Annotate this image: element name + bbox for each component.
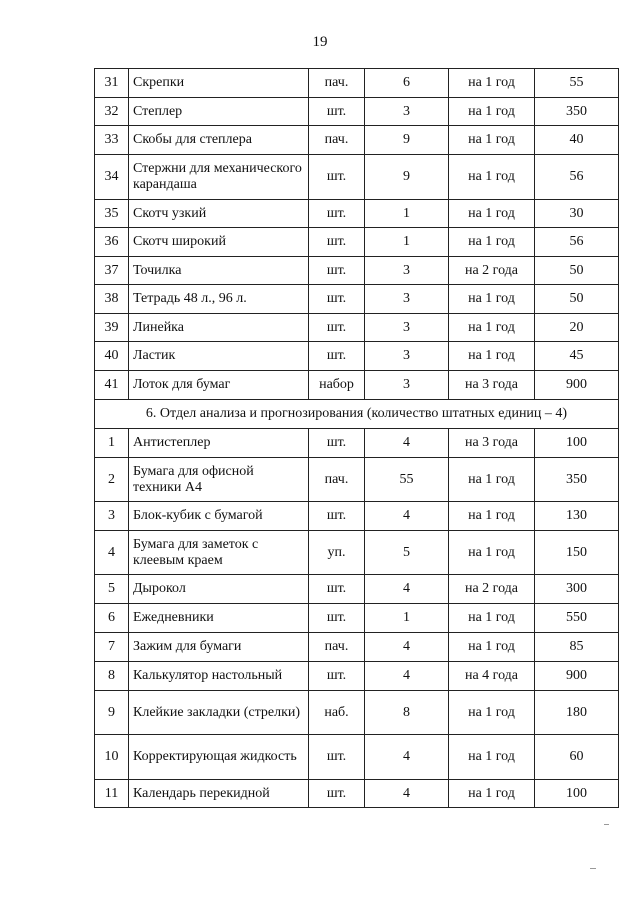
item-unit: шт. (309, 228, 365, 257)
item-term: на 1 год (449, 69, 535, 98)
item-term: на 1 год (449, 314, 535, 342)
item-term: на 1 год (449, 735, 535, 780)
item-price: 900 (535, 662, 619, 691)
table-row (95, 429, 619, 458)
table-row (95, 691, 619, 735)
item-quantity: 4 (365, 575, 449, 604)
item-quantity: 8 (365, 691, 449, 735)
item-quantity: 1 (365, 200, 449, 228)
item-name: Лоток для бумаг (129, 371, 309, 400)
item-name: Дырокол (129, 575, 309, 604)
item-price: 350 (535, 98, 619, 126)
row-number: 37 (95, 257, 129, 285)
row-number: 40 (95, 342, 129, 371)
item-quantity: 55 (365, 458, 449, 502)
item-term: на 1 год (449, 342, 535, 371)
item-quantity: 9 (365, 155, 449, 200)
item-term: на 2 года (449, 257, 535, 285)
row-number: 39 (95, 314, 129, 342)
item-price: 56 (535, 155, 619, 200)
item-unit: шт. (309, 314, 365, 342)
item-name: Скотч узкий (129, 200, 309, 228)
item-price: 180 (535, 691, 619, 735)
item-price: 56 (535, 228, 619, 257)
item-name: Стержни для механического карандаша (129, 155, 309, 200)
row-number: 35 (95, 200, 129, 228)
item-term: на 1 год (449, 126, 535, 155)
item-price: 900 (535, 371, 619, 400)
item-term: на 1 год (449, 98, 535, 126)
item-price: 45 (535, 342, 619, 371)
item-quantity: 3 (365, 98, 449, 126)
section-header-row (95, 400, 619, 429)
scan-mark (604, 824, 609, 825)
item-quantity: 1 (365, 228, 449, 257)
row-number: 5 (95, 575, 129, 604)
item-name: Скобы для степлера (129, 126, 309, 155)
item-term: на 3 года (449, 429, 535, 458)
row-number: 1 (95, 429, 129, 458)
page-number: 19 (312, 34, 328, 50)
table-row (95, 531, 619, 575)
item-name: Бумага для офисной техники А4 (129, 458, 309, 502)
item-quantity: 4 (365, 429, 449, 458)
item-unit: шт. (309, 502, 365, 531)
table-row (95, 98, 619, 126)
item-quantity: 5 (365, 531, 449, 575)
row-number: 34 (95, 155, 129, 200)
item-unit: пач. (309, 458, 365, 502)
table-row (95, 604, 619, 633)
item-quantity: 4 (365, 780, 449, 808)
row-number: 33 (95, 126, 129, 155)
item-unit: шт. (309, 98, 365, 126)
item-price: 85 (535, 633, 619, 662)
item-unit: уп. (309, 531, 365, 575)
item-term: на 4 года (449, 662, 535, 691)
item-term: на 1 год (449, 155, 535, 200)
item-price: 350 (535, 458, 619, 502)
item-term: на 1 год (449, 531, 535, 575)
item-quantity: 3 (365, 257, 449, 285)
item-unit: наб. (309, 691, 365, 735)
item-price: 100 (535, 780, 619, 808)
item-quantity: 4 (365, 502, 449, 531)
item-quantity: 4 (365, 662, 449, 691)
item-unit: шт. (309, 735, 365, 780)
table-row (95, 200, 619, 228)
item-name: Скотч широкий (129, 228, 309, 257)
item-name: Скрепки (129, 69, 309, 98)
item-name: Калькулятор настольный (129, 662, 309, 691)
section-title: 6. Отдел анализа и прогнозирования (количество штатных единиц – 4) (95, 400, 619, 429)
item-price: 100 (535, 429, 619, 458)
item-term: на 1 год (449, 200, 535, 228)
table-row (95, 126, 619, 155)
item-quantity: 9 (365, 126, 449, 155)
item-term: на 1 год (449, 780, 535, 808)
item-name: Тетрадь 48 л., 96 л. (129, 285, 309, 314)
row-number: 6 (95, 604, 129, 633)
row-number: 7 (95, 633, 129, 662)
table-row (95, 780, 619, 808)
item-name: Антистеплер (129, 429, 309, 458)
item-name: Ластик (129, 342, 309, 371)
row-number: 8 (95, 662, 129, 691)
item-name: Зажим для бумаги (129, 633, 309, 662)
item-price: 550 (535, 604, 619, 633)
item-term: на 1 год (449, 285, 535, 314)
item-unit: шт. (309, 575, 365, 604)
table-row (95, 257, 619, 285)
item-price: 300 (535, 575, 619, 604)
item-price: 150 (535, 531, 619, 575)
item-term: на 1 год (449, 691, 535, 735)
item-term: на 2 года (449, 575, 535, 604)
item-quantity: 3 (365, 314, 449, 342)
item-unit: шт. (309, 285, 365, 314)
item-term: на 1 год (449, 502, 535, 531)
item-term: на 3 года (449, 371, 535, 400)
item-term: на 1 год (449, 458, 535, 502)
row-number: 32 (95, 98, 129, 126)
item-price: 50 (535, 285, 619, 314)
item-unit: пач. (309, 633, 365, 662)
item-name: Календарь перекидной (129, 780, 309, 808)
row-number: 9 (95, 691, 129, 735)
table-row (95, 502, 619, 531)
item-name: Степлер (129, 98, 309, 126)
table-row (95, 285, 619, 314)
table-row (95, 371, 619, 400)
row-number: 41 (95, 371, 129, 400)
row-number: 11 (95, 780, 129, 808)
table-row (95, 575, 619, 604)
item-price: 130 (535, 502, 619, 531)
item-name: Линейка (129, 314, 309, 342)
item-unit: шт. (309, 780, 365, 808)
item-term: на 1 год (449, 228, 535, 257)
item-name: Ежедневники (129, 604, 309, 633)
item-quantity: 3 (365, 371, 449, 400)
scan-mark (590, 868, 596, 869)
item-unit: шт. (309, 342, 365, 371)
item-price: 30 (535, 200, 619, 228)
item-price: 60 (535, 735, 619, 780)
item-price: 20 (535, 314, 619, 342)
item-quantity: 6 (365, 69, 449, 98)
item-name: Точилка (129, 257, 309, 285)
row-number: 31 (95, 69, 129, 98)
item-name: Блок-кубик с бумагой (129, 502, 309, 531)
item-unit: шт. (309, 662, 365, 691)
item-quantity: 3 (365, 285, 449, 314)
item-price: 55 (535, 69, 619, 98)
item-name: Бумага для заметок с клеевым краем (129, 531, 309, 575)
item-quantity: 4 (365, 633, 449, 662)
table-row (95, 69, 619, 98)
table-row (95, 633, 619, 662)
table-row (95, 314, 619, 342)
table-row (95, 662, 619, 691)
item-name: Клейкие закладки (стрелки) (129, 691, 309, 735)
table-row (95, 342, 619, 371)
table-row (95, 155, 619, 200)
item-quantity: 1 (365, 604, 449, 633)
row-number: 2 (95, 458, 129, 502)
item-price: 50 (535, 257, 619, 285)
table-row (95, 228, 619, 257)
item-unit: шт. (309, 155, 365, 200)
item-unit: пач. (309, 126, 365, 155)
supplies-table (94, 68, 619, 808)
item-unit: пач. (309, 69, 365, 98)
item-term: на 1 год (449, 633, 535, 662)
row-number: 4 (95, 531, 129, 575)
item-quantity: 4 (365, 735, 449, 780)
item-unit: шт. (309, 429, 365, 458)
item-name: Корректирующая жидкость (129, 735, 309, 780)
item-quantity: 3 (365, 342, 449, 371)
item-unit: шт. (309, 604, 365, 633)
row-number: 3 (95, 502, 129, 531)
item-price: 40 (535, 126, 619, 155)
item-unit: набор (309, 371, 365, 400)
item-unit: шт. (309, 257, 365, 285)
table-row (95, 458, 619, 502)
row-number: 38 (95, 285, 129, 314)
row-number: 10 (95, 735, 129, 780)
item-unit: шт. (309, 200, 365, 228)
row-number: 36 (95, 228, 129, 257)
item-term: на 1 год (449, 604, 535, 633)
table-row (95, 735, 619, 780)
